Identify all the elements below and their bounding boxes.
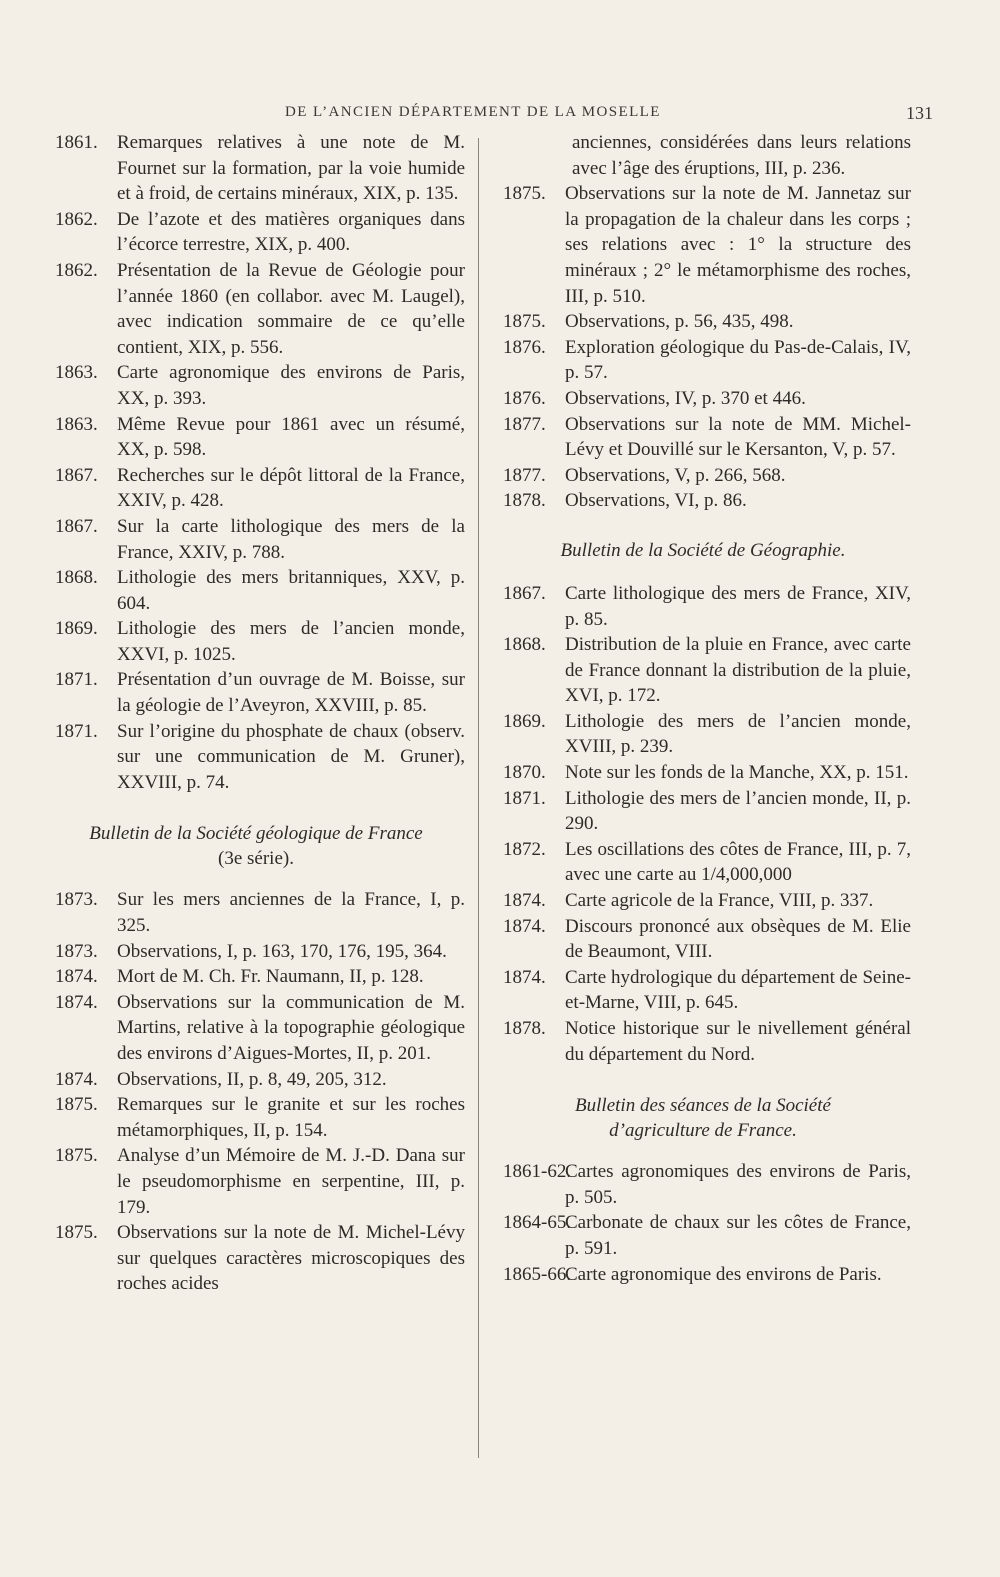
section-heading-title: Bulletin de la Société de Géographie. <box>560 539 846 561</box>
section-heading-line: Bulletin des séances de la Société <box>575 1095 831 1117</box>
entry-year: 1861-62. <box>503 1161 572 1183</box>
entry-year: 1875. <box>55 1145 98 1167</box>
entry-text: Carte agronomique des environs de Paris. <box>565 1263 882 1285</box>
entry-text: anciennes, considérées dans leurs relations avec l’âge des éruptions, III, p. 236. <box>572 132 911 179</box>
bibliography-entry <box>495 914 911 965</box>
entry-year: 1872. <box>503 838 546 860</box>
entry-text: Sur l’origine du phosphate de chaux (observ. sur une communication de M. Gruner), XXVIII, p. 74. <box>117 720 465 793</box>
entry-text: Remarques relatives à une note de M. Fournet sur la formation, par la voie humide et à froid, de certains minéraux, XIX, p. 135. <box>117 132 465 205</box>
bibliography-entry <box>495 632 911 709</box>
bibliography-entry <box>495 412 911 463</box>
entry-year: 1861. <box>55 132 98 153</box>
entry-year: 1874. <box>55 1068 98 1090</box>
entry-list <box>47 887 465 1297</box>
entry-year: 1871. <box>503 787 546 809</box>
entry-text: Recherches sur le dépôt littoral de la France, XXIV, p. 428. <box>117 464 465 512</box>
bibliography-entry <box>495 786 911 837</box>
entry-text: Observations sur la communication de M. Martins, relative à la topographie géologique des environs d’Aigues-Mortes, II, p. 201. <box>117 991 465 1064</box>
entry-text: Cartes agronomiques des environs de Paris, p. 505. <box>565 1161 911 1208</box>
entry-text: Remarques sur le granite et sur les roches métamorphiques, II, p. 154. <box>117 1094 465 1141</box>
entry-year: 1874. <box>503 966 546 988</box>
entry-year: 1877. <box>503 464 546 486</box>
entry-text: Notice historique sur le nivellement général du département du Nord. <box>565 1018 911 1065</box>
entry-year: 1863. <box>55 413 98 435</box>
entry-text: Sur la carte lithologique des mers de la France, XXIV, p. 788. <box>117 515 465 563</box>
entry-text: Sur les mers anciennes de la France, I, p. 325. <box>117 889 465 937</box>
entry-year: 1878. <box>503 490 546 512</box>
bibliography-entry <box>47 887 465 938</box>
bibliography-entry <box>495 488 911 514</box>
entry-year: 1869. <box>55 618 98 640</box>
entry-year: 1867. <box>503 582 546 604</box>
entry-text: Analyse d’un Mémoire de M. J.-D. Dana sur le pseudomorphisme en serpentine, III, p. 179. <box>117 1145 465 1218</box>
entry-text: De l’azote et des matières organiques dans l’écorce terrestre, XIX, p. 400. <box>117 208 465 256</box>
entry-text: Carte agronomique des environs de Paris, XX, p. 393. <box>117 362 465 409</box>
entry-year: 1871. <box>55 720 98 742</box>
section-heading <box>47 821 465 871</box>
entry-text: Carte agricole de la France, VIII, p. 337. <box>565 890 874 912</box>
entry-year: 1874. <box>55 991 98 1013</box>
bibliography-entry <box>495 335 911 386</box>
entry-list <box>47 130 465 795</box>
entry-year: 1862. <box>55 259 98 281</box>
bibliography-entry <box>495 760 911 786</box>
section-heading-line: d’agriculture de France. <box>609 1120 797 1142</box>
bibliography-entry <box>495 709 911 760</box>
entry-year: 1875. <box>55 1094 98 1116</box>
bibliography-entry <box>47 990 465 1067</box>
entry-text: Lithologie des mers de l’ancien monde, II, p. 290. <box>565 787 911 835</box>
bibliography-entry <box>495 386 911 412</box>
continued-entry <box>495 130 911 181</box>
entry-text: Observations sur la note de MM. Michel-Lévy et Douvillé sur le Kersanton, V, p. 57. <box>565 413 911 461</box>
entry-year: 1867. <box>55 515 98 537</box>
column-divider <box>478 138 479 1458</box>
entry-text: Observations sur la note de M. Michel-Lévy sur quelques caractères microscopiques des roches acides <box>117 1222 465 1295</box>
entry-year: 1876. <box>503 387 546 409</box>
entry-year: 1862. <box>55 208 98 230</box>
section-heading-title: Bulletin de la Société géologique de France <box>89 823 423 845</box>
entry-year: 1874. <box>503 890 546 912</box>
bibliography-entry <box>47 964 465 990</box>
entry-text: Mort de M. Ch. Fr. Naumann, II, p. 128. <box>117 966 424 988</box>
bibliography-entry <box>47 1143 465 1220</box>
entry-year: 1871. <box>55 669 98 691</box>
entry-text: Observations, IV, p. 370 et 446. <box>565 387 806 409</box>
entry-year: 1878. <box>503 1018 546 1039</box>
page-number: 131 <box>906 103 933 123</box>
entry-year: 1875. <box>503 183 546 205</box>
entry-year: 1863. <box>55 362 98 384</box>
entry-list <box>495 581 911 1067</box>
running-title: DE L’ANCIEN DÉPARTEMENT DE LA MOSELLE <box>285 104 661 120</box>
entry-text: Observations, p. 56, 435, 498. <box>565 311 794 333</box>
bibliography-entry <box>495 1210 911 1261</box>
entry-year: 1869. <box>503 710 546 732</box>
bibliography-entry <box>47 1067 465 1093</box>
bibliography-entry <box>495 181 911 309</box>
bibliography-entry <box>495 888 911 914</box>
bibliography-entry <box>47 360 465 411</box>
right-column <box>495 130 911 1287</box>
entry-year: 1877. <box>503 413 546 435</box>
bibliography-entry <box>47 207 465 258</box>
entry-text: Carte hydrologique du département de Seine-et-Marne, VIII, p. 645. <box>565 966 911 1014</box>
entry-year: 1875. <box>55 1222 98 1244</box>
bibliography-entry <box>495 1016 911 1067</box>
bibliography-entry <box>47 514 465 565</box>
bibliography-entry <box>47 1220 465 1297</box>
bibliography-entry <box>47 939 465 965</box>
entry-text: Lithologie des mers de l’ancien monde, XVIII, p. 239. <box>565 710 911 758</box>
entry-text: Lithologie des mers de l’ancien monde, XXVI, p. 1025. <box>117 618 465 665</box>
entry-year: 1874. <box>55 966 98 988</box>
entry-text: Présentation d’un ouvrage de M. Boisse, sur la géologie de l’Aveyron, XXVIII, p. 85. <box>117 669 465 717</box>
entry-text: Observations, VI, p. 86. <box>565 490 747 512</box>
entry-text: Lithologie des mers britanniques, XXV, p. 604. <box>117 567 465 614</box>
entry-list <box>495 1159 911 1287</box>
bibliography-entry <box>495 965 911 1016</box>
entry-year: 1875. <box>503 311 546 333</box>
bibliography-entry <box>495 1262 911 1288</box>
entry-text: Discours prononcé aux obsèques de M. Elie de Beaumont, VIII. <box>565 915 911 963</box>
bibliography-entry <box>495 581 911 632</box>
entry-list <box>495 181 911 514</box>
bibliography-entry <box>495 463 911 489</box>
bibliography-entry <box>47 616 465 667</box>
entry-text: Carbonate de chaux sur les côtes de France, p. 591. <box>565 1212 911 1259</box>
entry-text: Carte lithologique des mers de France, XIV, p. 85. <box>565 582 911 630</box>
entry-text: Les oscillations des côtes de France, III, p. 7, avec une carte au 1/4,000,000 <box>565 838 911 886</box>
entry-year: 1867. <box>55 464 98 486</box>
bibliography-entry <box>47 565 465 616</box>
entry-text: Observations, I, p. 163, 170, 176, 195, 364. <box>117 940 447 962</box>
entry-year: 1868. <box>55 567 98 589</box>
entry-year: 1874. <box>503 915 546 937</box>
entry-text: Exploration géologique du Pas-de-Calais, IV, p. 57. <box>565 336 911 384</box>
section-heading <box>495 538 911 563</box>
bibliography-entry <box>47 1092 465 1143</box>
bibliography-entry <box>495 837 911 888</box>
entry-year: 1876. <box>503 336 546 358</box>
entry-year: 1865-66. <box>503 1263 572 1285</box>
left-column <box>47 130 465 1297</box>
bibliography-entry <box>47 463 465 514</box>
section-heading <box>495 1093 911 1143</box>
entry-year: 1864-65. <box>503 1212 572 1234</box>
running-head <box>0 104 1000 130</box>
entry-year: 1870. <box>503 762 546 784</box>
entry-text: Observations, II, p. 8, 49, 205, 312. <box>117 1068 387 1090</box>
bibliography-entry <box>47 412 465 463</box>
bibliography-entry <box>47 258 465 360</box>
entry-text: Observations sur la note de M. Jannetaz sur la propagation de la chaleur dans les corps ; ses relations avec : 1° la structure des minéraux ; 2° le métamorphisme des roches, III, p. 510. <box>565 183 911 307</box>
bibliography-entry <box>47 667 465 718</box>
entry-text: Observations, V, p. 266, 568. <box>565 464 786 486</box>
section-heading-subtitle: (3e série). <box>218 848 294 870</box>
entry-year: 1873. <box>55 889 98 911</box>
entry-year: 1873. <box>55 940 98 962</box>
entry-text: Note sur les fonds de la Manche, XX, p. 151. <box>565 762 909 784</box>
entry-text: Distribution de la pluie en France, avec carte de France donnant la distribution de la pluie, XVI, p. 172. <box>565 634 911 707</box>
bibliography-entry <box>495 1159 911 1210</box>
entry-year: 1868. <box>503 634 546 656</box>
bibliography-entry <box>495 309 911 335</box>
entry-text: Même Revue pour 1861 avec un résumé, XX, p. 598. <box>117 413 465 461</box>
bibliography-entry <box>47 719 465 796</box>
bibliography-entry <box>47 130 465 207</box>
entry-text: Présentation de la Revue de Géologie pour l’année 1860 (en collabor. avec M. Laugel), avec indication sommaire de ce qu’elle contient, XIX, p. 556. <box>117 259 465 358</box>
